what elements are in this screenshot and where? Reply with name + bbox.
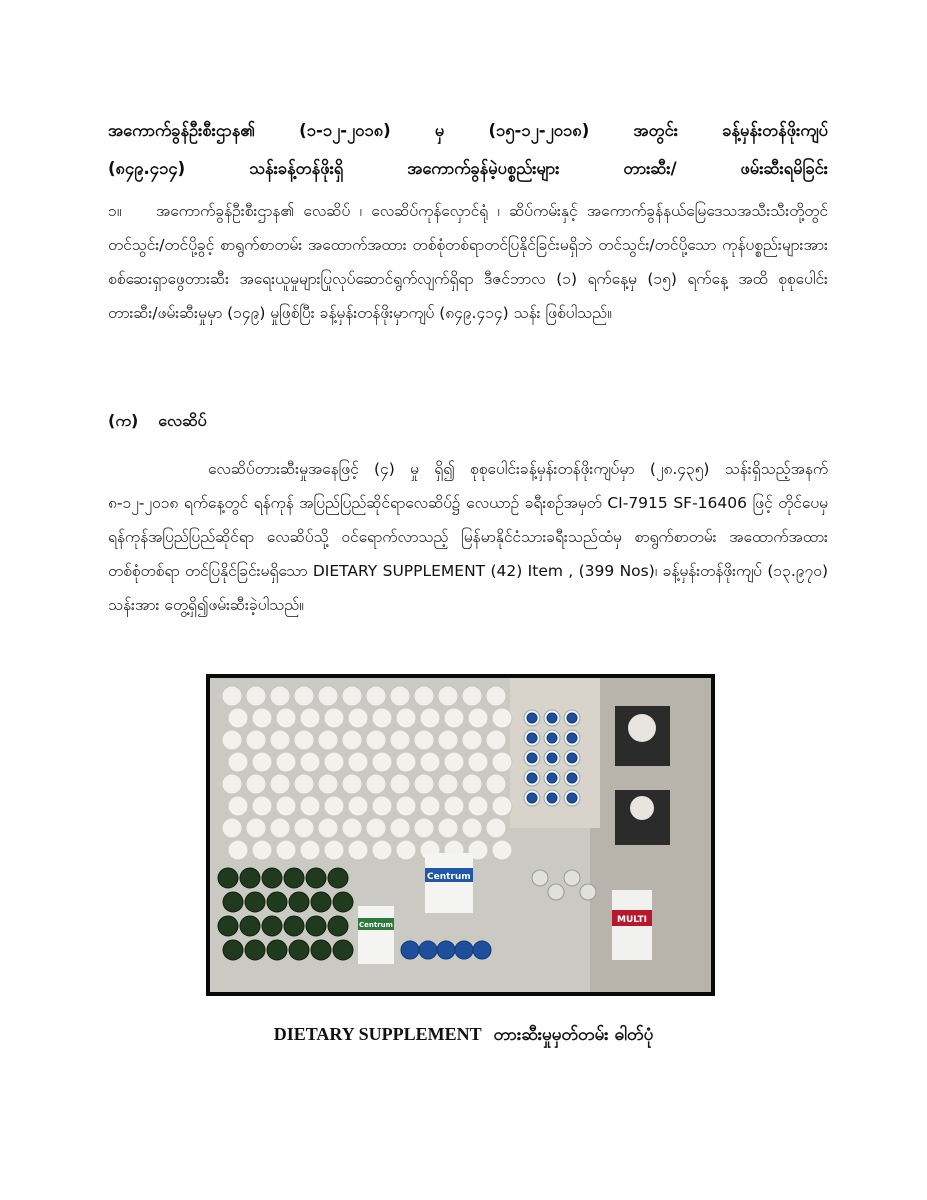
dark-bottle-cap xyxy=(306,916,326,936)
white-bottle-cap xyxy=(300,796,320,816)
white-bottle-cap xyxy=(342,818,362,838)
white-bottle-cap xyxy=(276,840,296,860)
dark-bottle-cap xyxy=(218,868,238,888)
dark-bottle-cap xyxy=(262,916,282,936)
grey-lid xyxy=(564,870,580,886)
blue-lid xyxy=(437,941,455,959)
dark-bottle-cap xyxy=(245,940,265,960)
white-bottle-cap xyxy=(252,796,272,816)
section-title: လေဆိပ် xyxy=(158,411,207,430)
white-bottle-cap xyxy=(348,796,368,816)
white-bottle-cap xyxy=(390,818,410,838)
dark-bottle-cap xyxy=(223,892,243,912)
dark-bottle-cap xyxy=(289,940,309,960)
grey-lid xyxy=(532,870,548,886)
white-bottle-cap xyxy=(492,708,512,728)
centrum-label-2: Centrum xyxy=(359,921,393,929)
blue-lid xyxy=(419,941,437,959)
blue-bottle-cap xyxy=(567,753,577,763)
blue-bottle-cap xyxy=(567,793,577,803)
white-bottle-cap xyxy=(342,730,362,750)
white-bottle-cap xyxy=(492,840,512,860)
title-line-1: အကောက်ခွန်ဦးစီးဌာန၏ (၁-၁၂-၂၀၁၈) မှ (၁၅-၁၂-၂၀၁၈) အတွင်း ခန့်မှန်းတန်ဖိုးကျပ် xyxy=(108,121,828,140)
white-bottle-cap xyxy=(252,708,272,728)
white-bottle-cap xyxy=(444,796,464,816)
white-bottle-cap xyxy=(318,774,338,794)
white-bottle-cap xyxy=(372,752,392,772)
document-title xyxy=(108,112,828,188)
blue-bottle-cap xyxy=(547,713,557,723)
dark-bottle-cap xyxy=(306,868,326,888)
white-bottle-cap xyxy=(294,686,314,706)
blue-lid xyxy=(455,941,473,959)
dark-bottle-cap xyxy=(289,892,309,912)
paragraph-2: လေဆိပ်တားဆီးမှုအနေဖြင့် (၄) မှု ရှိ၍ စုစုပေါင်းခန့်မှန်းတန်ဖိုးကျပ်မှာ (၂၈.၄၃၅) သန်းရှိသည့်အနက် ၈-၁၂-၂၀၁၈ ရက်နေ့တွင် ရန်ကုန် အပြည်ပြည်ဆိုင်ရာလေဆိပ်၌ လေယာဉ် ခရီးစဉ်အမှတ် CI-7915 SF-16406 ဖြင့် တိုင်ပေမှ ရန်ကုန်အပြည်ပြည်ဆိုင်ရာ လေဆိပ်သို့ ဝင်ရောက်လာသည့် မြန်မာနိုင်ငံသားခရီးသည်ထံမှ စာရွက်စာတမ်း အထောက်အထား တစ်စုံတစ်ရာ တင်ပြနိုင်ခြင်းမရှိသော DIETARY SUPPLEMENT (42) Item , (399 Nos)၊ ခန့်မှန်းတန်ဖိုးကျပ် (၁၃.၉၇၀) သန်းအား တွေ့ရှိ၍ဖမ်းဆီးခဲ့ပါသည်။ xyxy=(108,460,828,614)
blue-bottle-cap xyxy=(527,733,537,743)
caption-english: DIETARY SUPPLEMENT xyxy=(273,1024,482,1044)
white-bottle-cap xyxy=(372,796,392,816)
seized-goods-photo xyxy=(206,674,715,996)
white-bottle-cap xyxy=(300,752,320,772)
dark-bottle-cap xyxy=(328,916,348,936)
paragraph-1 xyxy=(108,194,828,330)
white-bottle-cap xyxy=(396,840,416,860)
paragraph-1-text: အကောက်ခွန်ဦးစီးဌာန၏ လေဆိပ် ၊ လေဆိပ်ကုန်လှောင်ရုံ ၊ ဆိပ်ကမ်းနှင့် အကောက်ခွန်နယ်မြေဒေသအသီးသီးတို့တွင် တင်သွင်း/တင်ပို့ခွင့် စာရွက်စာတမ်း အထောက်အထား တစ်စုံတစ်ရာတင်ပြနိုင်ခြင်းမရှိဘဲ တင်သွင်း/တင်ပို့သော ကုန်ပစ္စည်းများအား စစ်ဆေးရှာဖွေတားဆီး အရေးယူမှုများပြုလုပ်ဆောင်ရွက်လျက်ရှိရာ ဒီဇင်ဘာလ (၁) ရက်နေ့မှ (၁၅) ရက်နေ့ အထိ စုစုပေါင်း တားဆီး/ဖမ်းဆီးမှုမှာ (၁၄၉) မှုဖြစ်ပြီး ခန့်မှန်းတန်ဖိုးမှာကျပ် (၈၄၉.၄၁၄) သန်း ဖြစ်ပါသည်။ xyxy=(108,202,828,322)
blue-bottle-cap xyxy=(527,753,537,763)
centrum-label-1: Centrum xyxy=(427,872,471,882)
white-bottle-cap xyxy=(438,818,458,838)
white-bottle-cap xyxy=(420,752,440,772)
white-bottle-cap xyxy=(390,730,410,750)
white-bottle-cap xyxy=(276,708,296,728)
white-bottle-cap xyxy=(468,752,488,772)
white-bottle-cap xyxy=(276,796,296,816)
white-bottle-cap xyxy=(492,796,512,816)
title-line-2: (၈၄၉.၄၁၄) သန်းခန့်တန်ဖိုးရှိ အကောက်ခွန်မဲ့ပစ္စည်းများ တားဆီး/ ဖမ်းဆီးရမိခြင်း xyxy=(108,159,828,178)
dark-bottle-cap xyxy=(284,916,304,936)
blue-lid xyxy=(401,941,419,959)
white-bottle-cap xyxy=(348,708,368,728)
dark-bottle-cap xyxy=(240,916,260,936)
white-bottle-cap xyxy=(492,752,512,772)
white-bottle-cap xyxy=(318,686,338,706)
white-bottle-cap xyxy=(414,686,434,706)
blue-bottle-cap xyxy=(547,733,557,743)
blue-bottle-cap xyxy=(527,773,537,783)
photo-illustration xyxy=(210,678,711,992)
white-bottle-cap xyxy=(396,796,416,816)
blue-bottle-cap xyxy=(527,793,537,803)
caption-burmese: တားဆီးမှုမှတ်တမ်း ဓါတ်ပုံ xyxy=(493,1025,654,1045)
grey-lid xyxy=(580,884,596,900)
white-bottle-cap xyxy=(294,730,314,750)
white-bottle-cap xyxy=(486,818,506,838)
white-bottle-cap xyxy=(318,730,338,750)
dark-bottle-cap xyxy=(262,868,282,888)
white-bottle-cap xyxy=(468,708,488,728)
blue-bottle-cap xyxy=(547,753,557,763)
white-bottle-cap xyxy=(246,686,266,706)
white-bottle-cap xyxy=(372,840,392,860)
white-bottle-cap xyxy=(444,708,464,728)
white-bottle-cap xyxy=(438,686,458,706)
white-bottle-cap xyxy=(438,774,458,794)
blue-bottle-cap xyxy=(547,773,557,783)
white-bottle-cap xyxy=(342,774,362,794)
blue-bottle-cap xyxy=(567,773,577,783)
white-bottle-cap xyxy=(462,730,482,750)
white-bottle-cap xyxy=(300,708,320,728)
blue-bottle-cap xyxy=(567,713,577,723)
white-bottle-cap xyxy=(462,818,482,838)
white-bottle-cap xyxy=(270,818,290,838)
white-bottle-cap xyxy=(294,818,314,838)
white-bottle-cap xyxy=(324,752,344,772)
blue-lid xyxy=(473,941,491,959)
dark-bottle-cap xyxy=(267,892,287,912)
dark-bottle-cap xyxy=(311,940,331,960)
white-bottle-cap xyxy=(294,774,314,794)
white-bottle-cap xyxy=(462,774,482,794)
white-bottle-cap xyxy=(486,730,506,750)
white-bottle-cap xyxy=(318,818,338,838)
white-bottle-cap xyxy=(396,708,416,728)
section-heading xyxy=(108,410,207,434)
section-label: (က) xyxy=(108,411,139,430)
white-bottle-cap xyxy=(366,686,386,706)
blue-bottle-cap xyxy=(527,713,537,723)
white-bottle-cap xyxy=(324,708,344,728)
white-bottle-cap xyxy=(222,686,242,706)
white-bottle-cap xyxy=(270,730,290,750)
white-bottle-cap xyxy=(270,774,290,794)
white-bottle-cap xyxy=(342,686,362,706)
dark-bottle-cap xyxy=(333,940,353,960)
white-bottle-cap xyxy=(420,708,440,728)
white-bottle-cap xyxy=(486,686,506,706)
white-bottle-cap xyxy=(276,752,296,772)
white-bottle-cap xyxy=(372,708,392,728)
white-bottle-cap xyxy=(246,818,266,838)
white-bottle-cap xyxy=(228,796,248,816)
white-bottle-cap xyxy=(414,730,434,750)
white-bottle-cap xyxy=(366,774,386,794)
dark-bottle-cap xyxy=(245,892,265,912)
white-bottle-cap xyxy=(246,730,266,750)
white-bottle-cap xyxy=(246,774,266,794)
white-bottle-cap xyxy=(366,730,386,750)
white-bottle-cap xyxy=(390,686,410,706)
dark-bottle-cap xyxy=(267,940,287,960)
white-bottle-cap xyxy=(348,752,368,772)
blue-bottle-cap xyxy=(547,793,557,803)
white-bottle-cap xyxy=(228,708,248,728)
white-bottle-cap xyxy=(462,686,482,706)
white-bottle-cap xyxy=(366,818,386,838)
white-bottle-cap xyxy=(270,686,290,706)
grey-lid xyxy=(548,884,564,900)
white-bottle-cap xyxy=(300,840,320,860)
blue-bottle-cap xyxy=(567,733,577,743)
dark-bottle-cap xyxy=(223,940,243,960)
white-bottle-cap xyxy=(324,840,344,860)
paragraph-number: ၁။ xyxy=(108,202,122,220)
white-bottle-cap xyxy=(348,840,368,860)
dark-bottle-cap xyxy=(240,868,260,888)
multi-label: MULTI xyxy=(617,915,647,925)
dark-bottle-cap xyxy=(218,916,238,936)
white-bottle-cap xyxy=(486,774,506,794)
dark-bottle-cap xyxy=(333,892,353,912)
white-bottle-cap xyxy=(222,818,242,838)
white-bottle-cap xyxy=(228,840,248,860)
white-bottle-cap xyxy=(414,774,434,794)
white-bottle-cap xyxy=(222,774,242,794)
dark-bottle-cap xyxy=(328,868,348,888)
white-bottle-cap xyxy=(390,774,410,794)
photo-caption xyxy=(0,1024,927,1049)
white-bottle-cap xyxy=(228,752,248,772)
white-bottle-cap xyxy=(222,730,242,750)
white-bottle-cap xyxy=(444,752,464,772)
dark-bottle-cap xyxy=(311,892,331,912)
white-bottle-cap xyxy=(324,796,344,816)
dark-bottle-cap xyxy=(284,868,304,888)
white-bottle-cap xyxy=(438,730,458,750)
white-bottle-cap xyxy=(396,752,416,772)
white-bottle-cap xyxy=(252,840,272,860)
white-bottle-cap xyxy=(414,818,434,838)
white-bottle-cap xyxy=(468,796,488,816)
white-bottle-cap xyxy=(252,752,272,772)
white-bottle-cap xyxy=(420,796,440,816)
